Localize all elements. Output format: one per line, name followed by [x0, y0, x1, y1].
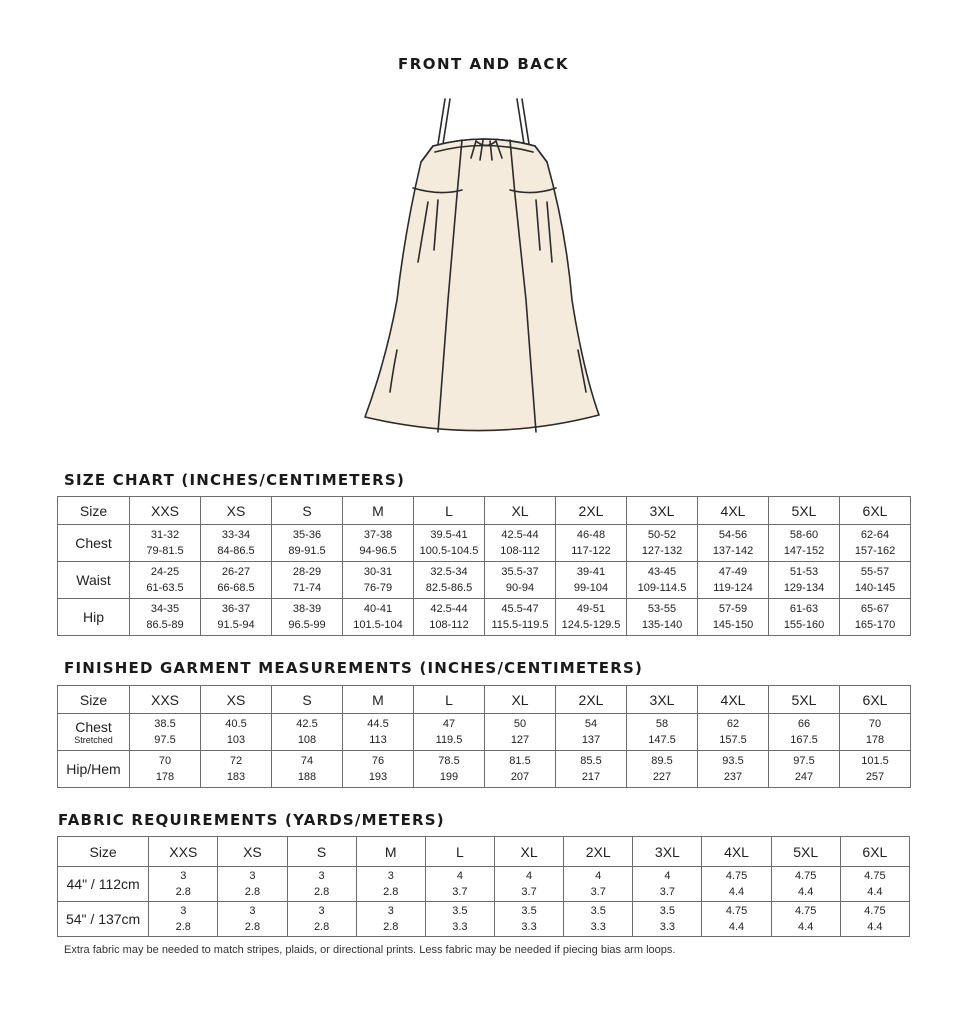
- header-cell: 3XL: [633, 837, 702, 867]
- value-cell: 49-51 124.5-129.5: [556, 599, 627, 636]
- value-cell: 4.75 4.4: [702, 867, 771, 902]
- value-cell: 74 188: [272, 751, 343, 788]
- header-cell: Size: [58, 497, 130, 525]
- value-cell: 51-53 129-134: [769, 562, 840, 599]
- value-cell: 37-38 94-96.5: [343, 525, 414, 562]
- row-label: Chest Stretched: [58, 714, 130, 751]
- header-cell: L: [425, 837, 494, 867]
- value-cell: 4.75 4.4: [840, 902, 909, 937]
- dress-illustration: [360, 92, 610, 442]
- finished-row-hip-hem: [58, 751, 911, 788]
- header-cell: L: [414, 686, 485, 714]
- value-cell: 62 157.5: [698, 714, 769, 751]
- value-cell: 4 3.7: [425, 867, 494, 902]
- value-cell: 42.5-44 108-112: [414, 599, 485, 636]
- value-cell: 85.5 217: [556, 751, 627, 788]
- value-cell: 54 137: [556, 714, 627, 751]
- value-cell: 42.5-44 108-112: [485, 525, 556, 562]
- value-cell: 39-41 99-104: [556, 562, 627, 599]
- header-cell: 5XL: [771, 837, 840, 867]
- value-cell: 3 2.8: [218, 902, 287, 937]
- value-cell: 26-27 66-68.5: [201, 562, 272, 599]
- value-cell: 4.75 4.4: [771, 867, 840, 902]
- value-cell: 3.5 3.3: [425, 902, 494, 937]
- value-cell: 50-52 127-132: [627, 525, 698, 562]
- header-cell: M: [343, 497, 414, 525]
- value-cell: 61-63 155-160: [769, 599, 840, 636]
- header-cell: 4XL: [698, 686, 769, 714]
- size-chart-header-row: [58, 497, 911, 525]
- value-cell: 54-56 137-142: [698, 525, 769, 562]
- value-cell: 47 119.5: [414, 714, 485, 751]
- value-cell: 93.5 237: [698, 751, 769, 788]
- value-cell: 42.5 108: [272, 714, 343, 751]
- value-cell: 70 178: [840, 714, 911, 751]
- value-cell: 55-57 140-145: [840, 562, 911, 599]
- row-sublabel: Stretched: [74, 734, 113, 745]
- size-chart-row-hip: [58, 599, 911, 636]
- header-cell: Size: [58, 686, 130, 714]
- header-cell: XL: [485, 686, 556, 714]
- size-chart-row-waist: [58, 562, 911, 599]
- value-cell: 46-48 117-122: [556, 525, 627, 562]
- value-cell: 24-25 61-63.5: [130, 562, 201, 599]
- value-cell: 4 3.7: [564, 867, 633, 902]
- size-chart-row-chest: [58, 525, 911, 562]
- header-cell: 6XL: [840, 837, 909, 867]
- header-cell: L: [414, 497, 485, 525]
- value-cell: 3 2.8: [287, 867, 356, 902]
- value-cell: 97.5 247: [769, 751, 840, 788]
- fabric-requirements-table: [57, 836, 910, 937]
- value-cell: 4.75 4.4: [840, 867, 909, 902]
- row-label: Hip: [58, 599, 130, 636]
- row-label: Chest: [58, 525, 130, 562]
- header-cell: XXS: [130, 686, 201, 714]
- value-cell: 3 2.8: [356, 867, 425, 902]
- row-label: Hip/Hem: [58, 751, 130, 788]
- value-cell: 35.5-37 90-94: [485, 562, 556, 599]
- value-cell: 40.5 103: [201, 714, 272, 751]
- value-cell: 38-39 96.5-99: [272, 599, 343, 636]
- header-cell: XXS: [130, 497, 201, 525]
- row-label: 54" / 137cm: [58, 902, 149, 937]
- header-cell: 5XL: [769, 686, 840, 714]
- value-cell: 4 3.7: [633, 867, 702, 902]
- header-cell: XS: [201, 497, 272, 525]
- value-cell: 30-31 76-79: [343, 562, 414, 599]
- fabric-requirements-title: FABRIC REQUIREMENTS (YARDS/METERS): [58, 811, 445, 829]
- value-cell: 4 3.7: [494, 867, 563, 902]
- row-label: 44" / 112cm: [58, 867, 149, 902]
- finished-measurements-title: FINISHED GARMENT MEASUREMENTS (INCHES/CENTIMETERS): [64, 659, 644, 677]
- value-cell: 36-37 91.5-94: [201, 599, 272, 636]
- value-cell: 58 147.5: [627, 714, 698, 751]
- finished-measurements-table: [57, 685, 911, 788]
- header-cell: 4XL: [698, 497, 769, 525]
- header-cell: S: [287, 837, 356, 867]
- value-cell: 3 2.8: [356, 902, 425, 937]
- header-cell: XS: [201, 686, 272, 714]
- finished-row-chest: [58, 714, 911, 751]
- value-cell: 4.75 4.4: [702, 902, 771, 937]
- header-cell: 2XL: [556, 686, 627, 714]
- value-cell: 3 2.8: [149, 867, 218, 902]
- header-cell: 5XL: [769, 497, 840, 525]
- header-cell: M: [356, 837, 425, 867]
- value-cell: 47-49 119-124: [698, 562, 769, 599]
- header-cell: XL: [494, 837, 563, 867]
- value-cell: 28-29 71-74: [272, 562, 343, 599]
- value-cell: 40-41 101.5-104: [343, 599, 414, 636]
- row-label: Waist: [58, 562, 130, 599]
- value-cell: 78.5 199: [414, 751, 485, 788]
- header-cell: 2XL: [564, 837, 633, 867]
- value-cell: 32.5-34 82.5-86.5: [414, 562, 485, 599]
- value-cell: 53-55 135-140: [627, 599, 698, 636]
- value-cell: 81.5 207: [485, 751, 556, 788]
- value-cell: 3 2.8: [218, 867, 287, 902]
- fabric-row-54-inch: [58, 902, 910, 937]
- header-cell: 2XL: [556, 497, 627, 525]
- header-cell: XS: [218, 837, 287, 867]
- fabric-header-row: [58, 837, 910, 867]
- value-cell: 57-59 145-150: [698, 599, 769, 636]
- fabric-footnote: Extra fabric may be needed to match stripes, plaids, or directional prints. Less fabric may be needed if piecing bias arm loops.: [64, 944, 676, 956]
- value-cell: 50 127: [485, 714, 556, 751]
- finished-header-row: [58, 686, 911, 714]
- value-cell: 38.5 97.5: [130, 714, 201, 751]
- value-cell: 35-36 89-91.5: [272, 525, 343, 562]
- value-cell: 3.5 3.3: [494, 902, 563, 937]
- value-cell: 31-32 79-81.5: [130, 525, 201, 562]
- value-cell: 43-45 109-114.5: [627, 562, 698, 599]
- illustration-title: FRONT AND BACK: [397, 55, 570, 73]
- value-cell: 66 167.5: [769, 714, 840, 751]
- value-cell: 70 178: [130, 751, 201, 788]
- value-cell: 3 2.8: [149, 902, 218, 937]
- size-chart-table: [57, 496, 911, 636]
- value-cell: 65-67 165-170: [840, 599, 911, 636]
- header-cell: 4XL: [702, 837, 771, 867]
- header-cell: 6XL: [840, 686, 911, 714]
- header-cell: 3XL: [627, 686, 698, 714]
- value-cell: 62-64 157-162: [840, 525, 911, 562]
- fabric-row-44-inch: [58, 867, 910, 902]
- value-cell: 39.5-41 100.5-104.5: [414, 525, 485, 562]
- value-cell: 58-60 147-152: [769, 525, 840, 562]
- value-cell: 101.5 257: [840, 751, 911, 788]
- value-cell: 3 2.8: [287, 902, 356, 937]
- value-cell: 3.5 3.3: [564, 902, 633, 937]
- header-cell: M: [343, 686, 414, 714]
- header-cell: S: [272, 497, 343, 525]
- size-chart-title: SIZE CHART (INCHES/CENTIMETERS): [64, 471, 405, 489]
- value-cell: 89.5 227: [627, 751, 698, 788]
- dress-body: [365, 139, 599, 431]
- header-cell: XL: [485, 497, 556, 525]
- value-cell: 33-34 84-86.5: [201, 525, 272, 562]
- value-cell: 44.5 113: [343, 714, 414, 751]
- value-cell: 76 193: [343, 751, 414, 788]
- value-cell: 34-35 86.5-89: [130, 599, 201, 636]
- header-cell: S: [272, 686, 343, 714]
- value-cell: 45.5-47 115.5-119.5: [485, 599, 556, 636]
- header-cell: Size: [58, 837, 149, 867]
- value-cell: 3.5 3.3: [633, 902, 702, 937]
- value-cell: 72 183: [201, 751, 272, 788]
- header-cell: 3XL: [627, 497, 698, 525]
- header-cell: 6XL: [840, 497, 911, 525]
- value-cell: 4.75 4.4: [771, 902, 840, 937]
- header-cell: XXS: [149, 837, 218, 867]
